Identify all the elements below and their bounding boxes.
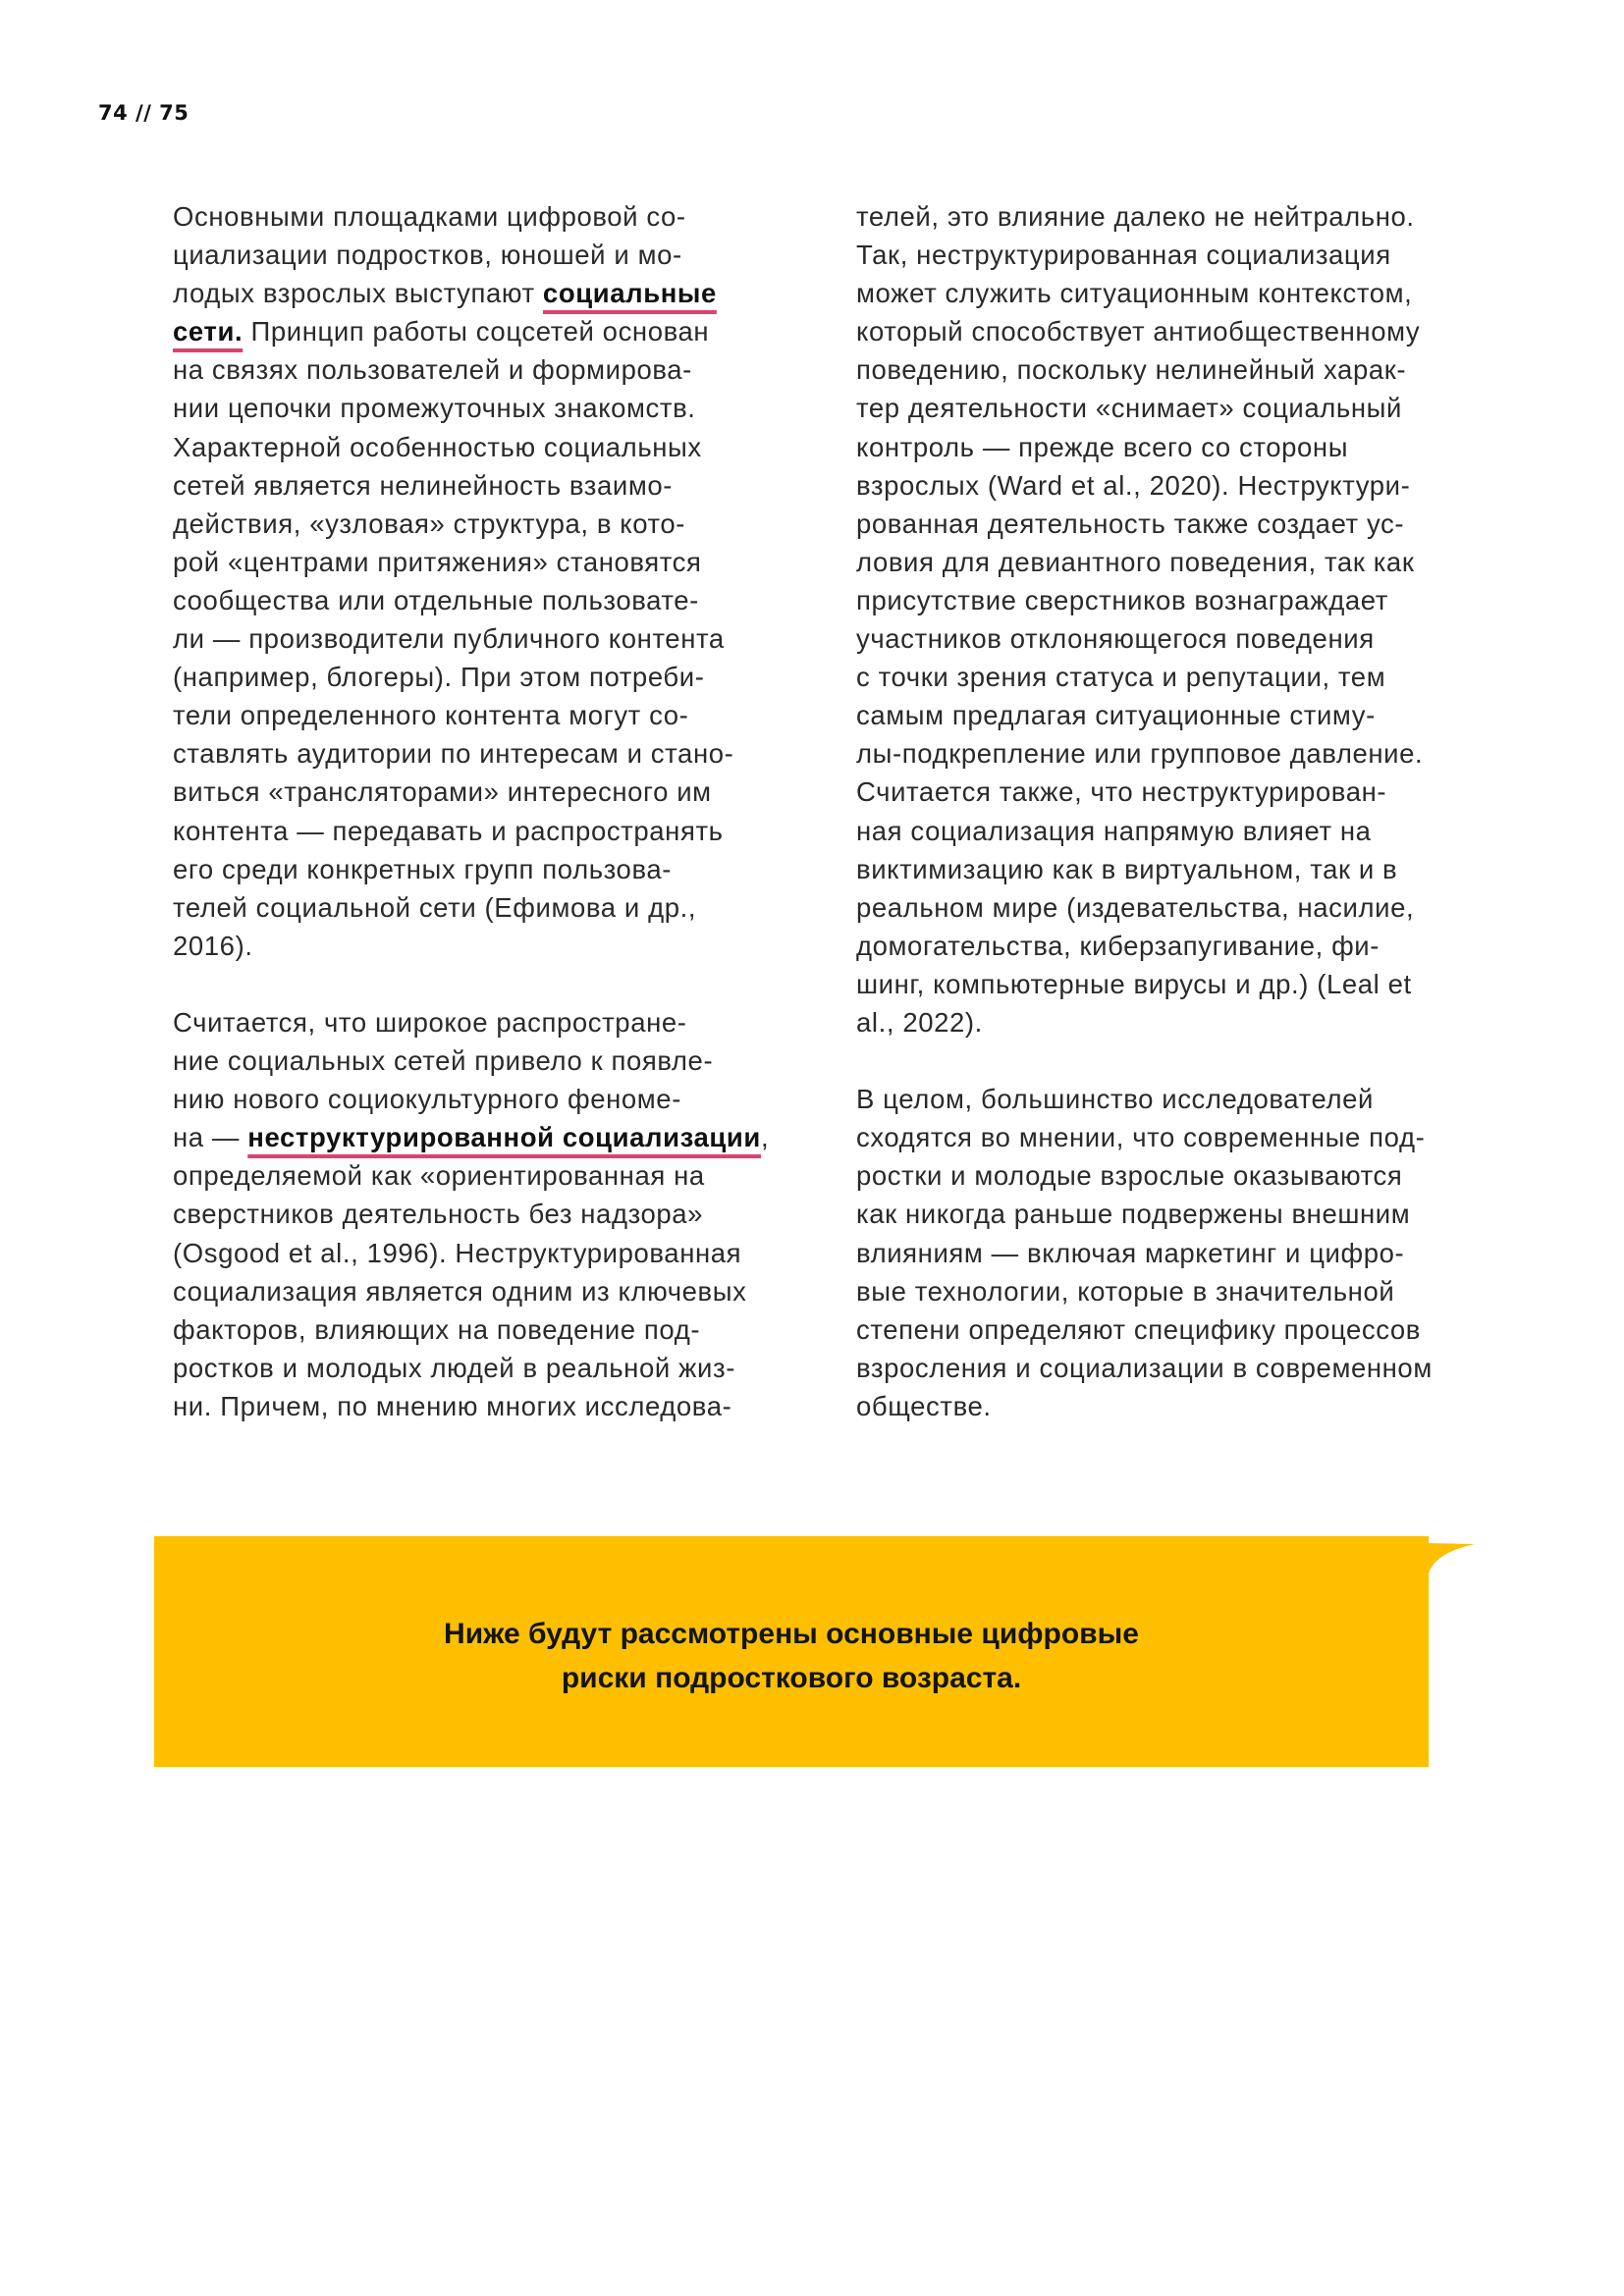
text-line: телей, это влияние далеко не нейтрально. <box>856 201 1415 232</box>
text-line: влияниям — включая маркетинг и цифро- <box>856 1237 1405 1268</box>
text-line: циализации подростков, юношей и мо- <box>173 240 682 271</box>
highlighted-term-unstructured-socialization: неструктурированной социализации <box>247 1122 761 1153</box>
text-line: его среди конкретных групп пользова- <box>173 853 672 884</box>
text-line: нию нового социокультурного феноме- <box>173 1084 681 1115</box>
right-text-column <box>856 197 1494 1464</box>
text-line: ли — производители публичного контента <box>173 623 725 655</box>
text-line: реальном мире (издевательства, насилие, <box>856 891 1415 923</box>
highlighted-term-social-networks-cont: сети. <box>173 316 244 347</box>
text-fragment: , <box>760 1122 770 1153</box>
text-line: Считается, что широкое распростране- <box>173 1006 687 1038</box>
text-line: самым предлагая ситуационные стиму- <box>856 700 1376 731</box>
text-line: ная социализация напрямую влияет на <box>856 815 1372 846</box>
text-line: степени определяют специфику процессов <box>856 1313 1421 1345</box>
text-line: присутствие сверстников вознаграждает <box>856 584 1388 615</box>
speech-bubble-tail-icon <box>1428 1543 1477 1578</box>
text-line: взросления и социализации в современном <box>856 1352 1433 1383</box>
text-line: ние социальных сетей привело к появле- <box>173 1045 714 1077</box>
text-line: факторов, влияющих на поведение под- <box>173 1313 701 1345</box>
highlighted-term-social-networks: социальные <box>542 278 717 309</box>
text-line: тер деятельности «снимает» социальный <box>856 393 1402 424</box>
text-line: который способствует антиобщественному <box>856 316 1421 347</box>
text-line: виться «трансляторами» интересного им <box>173 776 712 808</box>
text-line: вые технологии, которые в значительной <box>856 1275 1395 1307</box>
text-line: может служить ситуационным контекстом, <box>856 278 1413 309</box>
paragraph-social-networks <box>173 197 811 965</box>
text-line: ростки и молодые взрослые оказываются <box>856 1160 1403 1192</box>
text-line: шинг, компьютерные вирусы и др.) (Leal et <box>856 968 1412 999</box>
callout-line: риски подросткового возраста. <box>561 1662 1022 1694</box>
text-line: (Osgood et al., 1996). Неструктурированная <box>173 1237 742 1268</box>
callout-line: Ниже будут рассмотрены основные цифровые <box>444 1618 1139 1650</box>
callout-text <box>154 1612 1429 1700</box>
text-line: рой «центрами притяжения» становятся <box>173 546 702 577</box>
text-line: взрослых (Ward et al., 2020). Неструктури- <box>856 469 1411 501</box>
text-line: действия, «узловая» структура, в кото- <box>173 507 686 539</box>
text-line: Характерной особенностью социальных <box>173 431 702 462</box>
text-line <box>173 1118 811 1156</box>
callout-box <box>154 1536 1429 1767</box>
text-line: ни. Причем, по мнению многих исследова- <box>173 1390 732 1421</box>
text-line: нии цепочки промежуточных знакомств. <box>173 393 696 424</box>
text-line: телей социальной сети (Ефимова и др., <box>173 891 697 923</box>
text-line: сообщества или отдельные пользовате- <box>173 584 699 615</box>
paragraph-unstructured-socialization <box>173 1003 811 1425</box>
text-line: поведению, поскольку нелинейный харак- <box>856 354 1407 386</box>
text-line: Считается также, что неструктурирован- <box>856 776 1387 808</box>
text-line: с точки зрения статуса и репутации, тем <box>856 662 1386 693</box>
text-line: ростков и молодых людей в реальной жиз- <box>173 1352 735 1383</box>
text-line <box>173 274 811 312</box>
text-line: ставлять аудитории по интересам и стано- <box>173 738 734 770</box>
text-line: социализация является одним из ключевых <box>173 1275 747 1307</box>
text-line: Так, неструктурированная социализация <box>856 240 1391 271</box>
text-line: на связях пользователей и формирова- <box>173 354 692 386</box>
text-line: Основными площадками цифровой со- <box>173 201 686 232</box>
page-number: 74 // 75 <box>98 101 189 125</box>
text-line: сходятся во мнении, что современные под- <box>856 1122 1426 1153</box>
text-line: al., 2022). <box>856 1006 983 1038</box>
paragraph-conclusion <box>856 1080 1494 1425</box>
paragraph-deviant-behavior <box>856 197 1494 1041</box>
text-line: рованная деятельность также создает ус- <box>856 507 1405 539</box>
text-line: лы-подкрепление или групповое давление. <box>856 738 1424 770</box>
text-line: виктимизацию как в виртуальном, так и в <box>856 853 1398 884</box>
text-line: 2016). <box>173 930 253 961</box>
text-line: ловия для девиантного поведения, так как <box>856 546 1415 577</box>
text-fragment: лодых взрослых выступают <box>173 278 543 309</box>
text-fragment: Принцип работы соцсетей основан <box>243 316 710 347</box>
text-line: В целом, большинство исследователей <box>856 1084 1374 1115</box>
text-fragment: на — <box>173 1122 248 1153</box>
text-line: сверстников деятельность без надзора» <box>173 1199 704 1230</box>
text-line: как никогда раньше подвержены внешним <box>856 1199 1411 1230</box>
text-line: сетей является нелинейность взаимо- <box>173 469 674 501</box>
text-line: контента — передавать и распространять <box>173 815 724 846</box>
text-line: обществе. <box>856 1390 992 1421</box>
text-line: тели определенного контента могут со- <box>173 700 689 731</box>
left-text-column <box>173 197 811 1464</box>
text-line: определяемой как «ориентированная на <box>173 1160 705 1192</box>
text-line: контроль — прежде всего со стороны <box>856 431 1349 462</box>
text-line <box>173 312 811 350</box>
text-line: участников отклоняющегося поведения <box>856 623 1375 655</box>
text-line: домогательства, киберзапугивание, фи- <box>856 930 1380 961</box>
text-line: (например, блогеры). При этом потреби- <box>173 662 705 693</box>
